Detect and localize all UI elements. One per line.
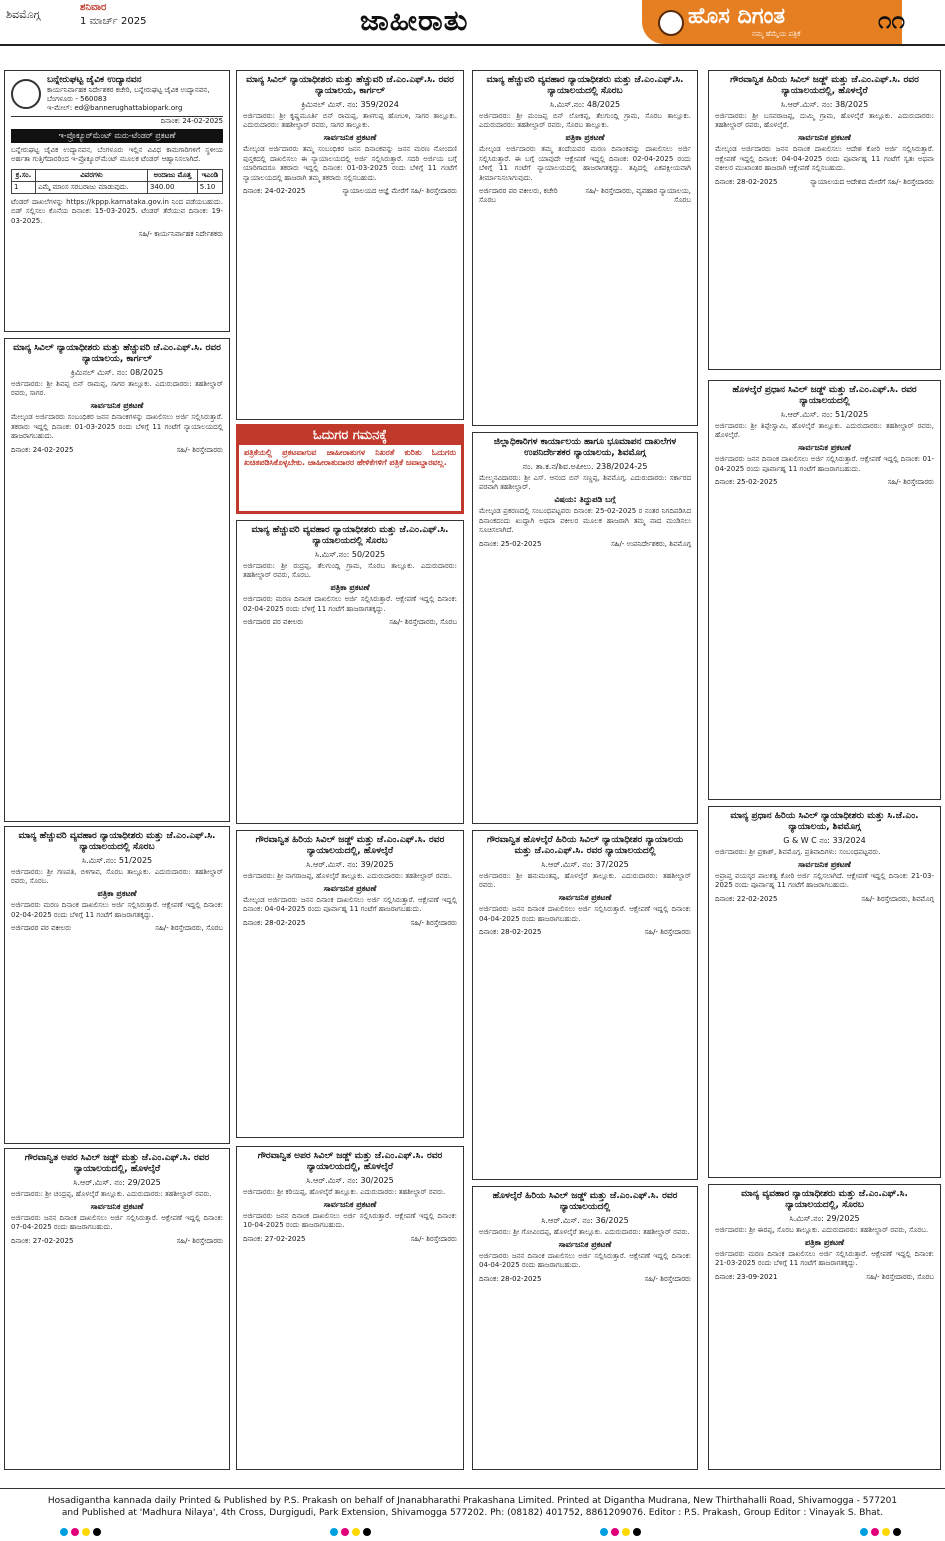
parties-text: ಅರ್ಜಿದಾರರು: ಶ್ರೀ ಶಿವಪ್ಪ ಬಿನ್ ರಾಮಪ್ಪ, ಸಾಗರ ತಾಲ್ಲೂಕು. ಎದುರುದಾರರು: ತಹಶೀಲ್ದಾರ್ ರವರು, ಸಾಗರ.: [11, 379, 223, 397]
ad-signatory: ಸಹಿ/- ಶಿರಸ್ತೇದಾರರು: [644, 1274, 691, 1283]
brand-name: ಹೊಸ ದಿಗಂತ: [688, 4, 786, 29]
parties-text: ಅರ್ಜಿದಾರರು: ಶ್ರೀ ಕರಿಯಪ್ಪ, ಹೊಳಲ್ಕೆರೆ ತಾಲ್ಲೂಕು. ಎದುರುದಾರರು: ತಹಶೀಲ್ದಾರ್ ರವರು.: [243, 1187, 446, 1196]
ad-signature: [11, 446, 223, 455]
ad-signatory: ಸಹಿ/- ಶಿರಸ್ತೇದಾರರು: [176, 1236, 223, 1245]
notice-text: ಅರ್ಜಿದಾರರು ಜನನ ದಿನಾಂಕ ದಾಖಲಿಸಲು ಅರ್ಜಿ ಸಲ್ಲಿಸಿರುತ್ತಾರೆ. ಆಕ್ಷೇಪಣೆ ಇದ್ದಲ್ಲಿ ದಿನಾಂಕ: 04-04-2025 ರಂದು ಹಾಜರಾಗಬಹುದು.: [479, 1251, 691, 1270]
tender-email: ಇ-ಮೇಲ್: ed@bannerughattabiopark.org: [47, 103, 183, 112]
ad-signatory: ಸಹಿ/- ಶಿರಸ್ತೇದಾರರು, ಶಿವಮೊಗ್ಗ: [861, 894, 934, 903]
readers-notice: [236, 424, 464, 514]
case-number: ಕ್ರಿಮಿನಲ್ ಮಿಸ್. ನಂ: 359/2024: [301, 99, 399, 109]
court-notice-ad: [236, 830, 464, 1138]
parties-text: ಅರ್ಜಿದಾರರು: ಶ್ರೀ ಬಸವರಾಜಪ್ಪ, ದುಮ್ಮಿ ಗ್ರಾಮ, ಹೊಳಲ್ಕೆರೆ ತಾಲ್ಲೂಕು. ಎದುರುದಾರರು: ತಹಶೀಲ್ದಾರ್ ರವರು, ಹೊಳಲ್ಕೆರೆ.: [715, 111, 934, 129]
parties-text: ಅರ್ಜಿದಾರರು: ಶ್ರೀ ನಾಗರಾಜಪ್ಪ, ಹೊಳಲ್ಕೆರೆ ತಾಲ್ಲೂಕು. ಎದುರುದಾರರು: ತಹಶೀಲ್ದಾರ್ ರವರು.: [243, 871, 452, 880]
ad-signatory: ಸಹಿ/- ಶಿರಸ್ತೇದಾರರು, ಸೊರಬ: [866, 1272, 934, 1281]
ad-date: ದಿನಾಂಕ: 25-02-2025: [715, 478, 778, 487]
notice-text: ಮೇಲ್ಕಂಡ ಅರ್ಜಿದಾರರು ಜನನ ದಿನಾಂಕ ದಾಖಲಿಸಲು ಆದೇಶ ಕೋರಿ ಅರ್ಜಿ ಸಲ್ಲಿಸಿರುತ್ತಾರೆ. ಆಕ್ಷೇಪಣೆ ಇದ್ದಲ್ಲಿ ದಿನಾಂಕ: 04-04-2025 ರಂದು ಪೂರ್ವಾಹ್ನ 11 ಗಂಟೆಗೆ ಸ್ವತಃ ಅಥವಾ ವಕೀಲರ ಮುಖಾಂತರ ಹಾಜರಾಗಿ ಆಕ್ಷೇಪಣೆ ಸಲ್ಲಿಸಬಹುದು.: [715, 145, 934, 173]
court-notice-ad: [236, 70, 464, 420]
parties-text: ಅರ್ಜಿದಾರರು: ಶ್ರೀ ಗೋವಿಂದಪ್ಪ, ಹೊಳಲ್ಕೆರೆ ತಾಲ್ಲೂಕು. ಎದುರುದಾರರು: ತಹಶೀಲ್ದಾರ್ ರವರು.: [479, 1227, 690, 1236]
notice-text: ಅರ್ಜಿದಾರರು ಮರಣ ದಿನಾಂಕ ದಾಖಲಿಸಲು ಅರ್ಜಿ ಸಲ್ಲಿಸಿರುತ್ತಾರೆ. ಆಕ್ಷೇಪಣೆ ಇದ್ದಲ್ಲಿ ದಿನಾಂಕ: 02-04-2025 ರಂದು ಬೆಳಿಗ್ಗೆ 11 ಗಂಟೆಗೆ ಹಾಜರಾಗತಕ್ಕದ್ದು.: [11, 901, 223, 919]
ad-signature: [11, 924, 223, 933]
ad-signature: [243, 618, 457, 627]
court-name: ಮಾನ್ಯ ಹೆಚ್ಚುವರಿ ವ್ಯವಹಾರ ನ್ಯಾಯಾಧೀಶರು ಮತ್ತು ಜೆ.ಎಂ.ಎಫ್.ಸಿ. ನ್ಯಾಯಾಲಯದಲ್ಲಿ ಸೊರಬ: [486, 75, 684, 97]
case-number: ನಂ. ತಾ.ಕ.ನ/ಶಿವ.ಅಪೀಲು. 238/2024-25: [522, 461, 648, 471]
court-notice-ad: [236, 1146, 464, 1470]
court-notice-ad: [472, 70, 698, 426]
parties-text: ಮೇಲ್ಮನವಿದಾರರು: ಶ್ರೀ ಎಸ್. ಆನಂದ ಬಿನ್ ಸಣ್ಣಪ್ಪ, ಶಿವಮೊಗ್ಗ. ಎದುರುದಾರರು: ಸರ್ಕಾರದ ಪರವಾಗಿ ತಹಶೀಲ್ದಾರ್.: [479, 473, 691, 491]
ad-date: ದಿನಾಂಕ: 28-02-2025: [479, 928, 542, 937]
table-header: ಇಎಂಡಿ: [197, 169, 222, 181]
court-notice-ad: [472, 1186, 698, 1470]
ad-signatory: ಸಹಿ/- ಶಿರಸ್ತೇದಾರರು: [410, 1234, 457, 1243]
ad-signature: [479, 1275, 691, 1284]
court-name: ಗೌರವಾನ್ವಿತ ಹಿರಿಯ ಸಿವಿಲ್ ಜಡ್ಜ್ ಮತ್ತು ಜೆ.ಎಂ.ಎಫ್.ಸಿ. ರವರ ನ್ಯಾಯಾಲಯದಲ್ಲಿ, ಹೊಳಲ್ಕೆರೆ: [255, 835, 445, 857]
notice-text: ಅರ್ಜಿದಾರರು ಜನನ ದಿನಾಂಕ ದಾಖಲಿಸಲು ಅರ್ಜಿ ಸಲ್ಲಿಸಿರುತ್ತಾರೆ. ಆಕ್ಷೇಪಣೆ ಇದ್ದಲ್ಲಿ ದಿನಾಂಕ: 01-04-2025 ರಂದು ಪೂರ್ವಾಹ್ನ 11 ಗಂಟೆಗೆ ಹಾಜರಾಗಬಹುದು.: [715, 455, 934, 473]
notice-heading: ಸಾರ್ವಜನಿಕ ಪ್ರಕಟಣೆ: [323, 883, 377, 893]
ad-date: ದಿನಾಂಕ: 28-02-2025: [243, 918, 306, 927]
tender-sign: ಸಹಿ/- ಕಾರ್ಯನಿರ್ವಾಹಕ ನಿರ್ದೇಶಕರು: [138, 229, 223, 238]
ad-date: ದಿನಾಂಕ: 22-02-2025: [715, 894, 778, 903]
imprint-line-2: and Published at 'Madhura Nilaya', 4th Cross, Durgigudi, Park Extension, Shivamogga 577202. Ph: (08182) 401752, 8861209076. Editor : P.S. Prakash, Group Editor : Vinayak S. Bhat.: [61, 1508, 884, 1519]
parties-text: ಅರ್ಜಿದಾರರು: ಶ್ರೀ ಮಂಜಪ್ಪ ಬಿನ್ ಲೋಕಪ್ಪ, ತೆಲಗುಂದ್ಲಿ ಗ್ರಾಮ, ಸೊರಬ ತಾಲ್ಲೂಕು. ಎದುರುದಾರರು: ತಹಶೀಲ್ದಾರ್ ರವರು, ಸೊರಬ ತಾಲ್ಲೂಕು.: [479, 111, 691, 129]
parties-text: ಅರ್ಜಿದಾರರು: ಶ್ರೀ ಕೃಷ್ಣಮೂರ್ತಿ ಬಿನ್ ರಾಮಪ್ಪ, ತಾಳಗುಪ್ಪ ಹೋಬಳಿ, ಸಾಗರ ತಾಲ್ಲೂಕು. ಎದುರುದಾರರು: ತಹಶೀಲ್ದಾರ್ ರವರು, ಸಾಗರ ತಾಲ್ಲೂಕು.: [243, 111, 457, 129]
notice-body: ಪತ್ರಿಕೆಯಲ್ಲಿ ಪ್ರಕಟವಾಗುವ ಜಾಹೀರಾತುಗಳ ನಿಖರತೆ ಕುರಿತು ಓದುಗರು ಖಚಿತಪಡಿಸಿಕೊಳ್ಳಬೇಕು. ಜಾಹೀರಾತುದಾರರ ಹೇಳಿಕೆಗಳಿಗೆ ಪತ್ರಿಕೆ ಜವಾಬ್ದಾರವಲ್ಲ.: [244, 448, 456, 468]
tender-table: [11, 169, 223, 194]
notice-heading: ಸಾರ್ವಜನಿಕ ಪ್ರಕಟಣೆ: [90, 401, 144, 411]
case-number: ಸಿ.ಆರ್.ಮಿಸ್. ನಂ: 39/2025: [306, 859, 394, 869]
notice-title: ಓದುಗರ ಗಮನಕ್ಕೆ: [239, 427, 461, 445]
tender-signature: [11, 230, 223, 239]
notice-heading: ಪತ್ರಿಕಾ ಪ್ರಕಟಣೆ: [330, 583, 370, 593]
case-number: G & W C ನಂ: 33/2024: [783, 835, 866, 845]
tender-ref: ದಿನಾಂಕ: 24-02-2025: [160, 116, 223, 125]
ad-date: ದಿನಾಂಕ: 23-09-2021: [715, 1272, 778, 1281]
court-notice-ad: [236, 520, 464, 824]
ad-date: ದಿನಾಂಕ: 27-02-2025: [243, 1234, 306, 1243]
ad-date: ಅರ್ಜಿದಾರರ ಪರ ವಕೀಲರು, ಕಚೇರಿ ಸೊರಬ: [479, 187, 558, 205]
court-notice-ad: [708, 1184, 941, 1470]
ad-signature: [479, 187, 691, 205]
brand-logo-icon: [658, 10, 684, 36]
registration-marks: [60, 1528, 102, 1536]
ad-signatory: ನ್ಯಾಯಾಲಯದ ಆಜ್ಞೆ ಮೇರೆಗೆ ಸಹಿ/- ಶಿರಸ್ತೇದಾರರು: [342, 187, 457, 196]
parties-text: ಅರ್ಜಿದಾರರು: ಶ್ರೀ ತಿಪ್ಪೇಸ್ವಾಮಿ, ಹೊಳಲ್ಕೆರೆ ತಾಲ್ಲೂಕು. ಎದುರುದಾರರು: ತಹಶೀಲ್ದಾರ್ ರವರು, ಹೊಳಲ್ಕೆರೆ.: [715, 421, 934, 439]
parties-text: ಅರ್ಜಿದಾರರು: ಶ್ರೀ ಚಂದ್ರಪ್ಪ, ಹೊಳಲ್ಕೆರೆ ತಾಲ್ಲೂಕು. ಎದುರುದಾರರು: ತಹಶೀಲ್ದಾರ್ ರವರು.: [11, 1189, 212, 1198]
parties-text: ಅರ್ಜಿದಾರರು: ಶ್ರೀ ಈರಪ್ಪ, ಸೊರಬ ತಾಲ್ಲೂಕು. ಎದುರುದಾರರು: ತಹಶೀಲ್ದಾರ್ ರವರು, ಸೊರಬ.: [715, 1225, 929, 1234]
table-header: ವಿವರಗಳು: [36, 169, 148, 181]
notice-heading: ಸಾರ್ವಜನಿಕ ಪ್ರಕಟಣೆ: [798, 859, 851, 869]
imprint-text: [0, 1495, 945, 1519]
table-header: ಕ್ರ.ಸಂ.: [12, 169, 36, 181]
notice-heading: ಸಾರ್ವಜನಿಕ ಪ್ರಕಟಣೆ: [798, 443, 851, 453]
edition-city: ಶಿವಮೊಗ್ಗ: [6, 8, 41, 21]
notice-text: ಅಪ್ರಾಪ್ತ ವಯಸ್ಕರ ಪಾಲಕತ್ವ ಕೋರಿ ಅರ್ಜಿ ಸಲ್ಲಿಸಲಾಗಿದೆ. ಆಕ್ಷೇಪಣೆ ಇದ್ದಲ್ಲಿ ದಿನಾಂಕ: 21-03-2025 ರಂದು ಪೂರ್ವಾಹ್ನ 11 ಗಂಟೆಗೆ ಹಾಜರಾಗಬಹುದು.: [715, 871, 934, 890]
court-notice-ad: [4, 338, 230, 822]
notice-text: ಅರ್ಜಿದಾರರು ಜನನ ದಿನಾಂಕ ದಾಖಲಿಸಲು ಅರ್ಜಿ ಸಲ್ಲಿಸಿರುತ್ತಾರೆ. ಆಕ್ಷೇಪಣೆ ಇದ್ದಲ್ಲಿ ದಿನಾಂಕ: 04-04-2025 ರಂದು ಹಾಜರಾಗಬಹುದು.: [479, 905, 691, 923]
notice-heading: ಪತ್ರಿಕಾ ಪ್ರಕಟಣೆ: [804, 1237, 845, 1247]
ad-signature: [479, 928, 691, 937]
table-cell: ಎಮ್ಮೆ ಮಾಂಸ ಸರಬರಾಜು ಮಾಡುವುದು.: [36, 181, 148, 193]
notice-text: ಅರ್ಜಿದಾರರು ಮರಣ ದಿನಾಂಕ ದಾಖಲಿಸಲು ಅರ್ಜಿ ಸಲ್ಲಿಸಿರುತ್ತಾರೆ. ಆಕ್ಷೇಪಣೆ ಇದ್ದಲ್ಲಿ ದಿನಾಂಕ: 02-04-2025 ರಂದು ಬೆಳಿಗ್ಗೆ 11 ಗಂಟೆಗೆ ಹಾಜರಾಗತಕ್ಕದ್ದು.: [243, 595, 457, 613]
notice-heading: ಸಾರ್ವಜನಿಕ ಪ್ರಕಟಣೆ: [323, 133, 377, 143]
notice-heading: ವಿಷಯ: ತಿದ್ದುಪಡಿ ಬಗ್ಗೆ: [554, 495, 616, 505]
tender-note: ಟೆಂಡರ್ ದಾಖಲೆಗಳನ್ನು https://kppp.karnataka.gov.in ನಿಂದ ಪಡೆಯಬಹುದು. ಬಿಡ್ ಸಲ್ಲಿಸಲು ಕೊನೆಯ ದಿನಾಂಕ: 15-03-2025. ಟೆಂಡರ್ ತೆರೆಯುವ ದಿನಾಂಕ: 19-03-2025.: [11, 197, 223, 225]
ad-signatory: ಸಹಿ/- ಶಿರಸ್ತೇದಾರರು, ಸೊರಬ: [155, 924, 223, 933]
court-notice-ad: [472, 830, 698, 1180]
case-number: ಸಿ.ಮಿಸ್.ನಂ: 50/2025: [314, 549, 386, 559]
ad-date: ದಿನಾಂಕ: 27-02-2025: [11, 1236, 74, 1245]
notice-heading: ಸಾರ್ವಜನಿಕ ಪ್ರಕಟಣೆ: [798, 133, 851, 143]
court-notice-ad: [708, 806, 941, 1178]
court-notice-ad: [4, 826, 230, 1144]
notice-heading: ಸಾರ್ವಜನಿಕ ಪ್ರಕಟಣೆ: [323, 1199, 377, 1209]
notice-text: ಮೇಲ್ಕಂಡ ಅರ್ಜಿದಾರರು ತಮ್ಮ ಸಂಬಂಧಿಕರ ಜನನ ದಿನಾಂಕವನ್ನು ಜನನ ಮರಣ ನೋಂದಣಿ ಪುಸ್ತಕದಲ್ಲಿ ದಾಖಲಿಸಲು ಈ ನ್ಯಾಯಾಲಯದಲ್ಲಿ ಅರ್ಜಿ ಸಲ್ಲಿಸಿರುತ್ತಾರೆ. ಸದರಿ ಅರ್ಜಿಯ ಬಗ್ಗೆ ಯಾರಿಗಾದರೂ ತಕರಾರು ಇದ್ದಲ್ಲಿ ದಿನಾಂಕ: 01-03-2025 ರಂದು ಬೆಳಿಗ್ಗೆ 11 ಗಂಟೆಗೆ ನ್ಯಾಯಾಲಯದಲ್ಲಿ ಹಾಜರಾಗಿ ತಮ್ಮ ತಕರಾರು ಸಲ್ಲಿಸಬಹುದು.: [243, 145, 457, 182]
notice-text: ಅರ್ಜಿದಾರರು ಜನನ ದಿನಾಂಕ ದಾಖಲಿಸಲು ಅರ್ಜಿ ಸಲ್ಲಿಸಿರುತ್ತಾರೆ. ಆಕ್ಷೇಪಣೆ ಇದ್ದಲ್ಲಿ ದಿನಾಂಕ: 10-04-2025 ರಂದು ಹಾಜರಾಗಬಹುದು.: [243, 1211, 457, 1230]
ad-date: ಅರ್ಜಿದಾರರ ಪರ ವಕೀಲರು: [11, 924, 72, 933]
notice-text: ಮೇಲ್ಕಂಡ ಅರ್ಜಿದಾರರು ತಮ್ಮ ತಂದೆಯವರ ಮರಣ ದಿನಾಂಕವನ್ನು ದಾಖಲಿಸಲು ಅರ್ಜಿ ಸಲ್ಲಿಸಿರುತ್ತಾರೆ. ಈ ಬಗ್ಗೆ ಯಾವುದೇ ಆಕ್ಷೇಪಣೆ ಇದ್ದಲ್ಲಿ ದಿನಾಂಕ: 02-04-2025 ರಂದು ಬೆಳಿಗ್ಗೆ 11 ಗಂಟೆಗೆ ನ್ಯಾಯಾಲಯದಲ್ಲಿ ಹಾಜರಾಗತಕ್ಕದ್ದು. ತಪ್ಪಿದಲ್ಲಿ ಏಕಪಕ್ಷೀಯವಾಗಿ ತೀರ್ಮಾನಿಸಲಾಗುವುದು.: [479, 145, 691, 182]
page-number: ೧೧: [878, 6, 905, 34]
court-name: ಗೌರವಾನ್ವಿತ ಅಪರ ಸಿವಿಲ್ ಜಡ್ಜ್ ಮತ್ತು ಜೆ.ಎಂ.ಎಫ್.ಸಿ. ರವರ ನ್ಯಾಯಾಲಯದಲ್ಲಿ, ಹೊಳಲ್ಕೆರೆ: [257, 1151, 443, 1173]
court-notice-ad: [708, 380, 941, 800]
notice-heading: ಸಾರ್ವಜನಿಕ ಪ್ರಕಟಣೆ: [558, 893, 612, 903]
case-number: ಸಿ.ಆರ್.ಮಿಸ್. ನಂ: 36/2025: [541, 1215, 629, 1225]
ad-signatory: ಸಹಿ/- ಶಿರಸ್ತೇದಾರರು, ವ್ಯವಹಾರ ನ್ಯಾಯಾಲಯ, ಸೊರಬ: [585, 187, 691, 205]
notice-text: ಮೇಲ್ಕಂಡ ಅರ್ಜಿದಾರರು ಸಂಬಂಧಿಕರ ಜನನ ದಿನಾಂಕಗಳನ್ನು ದಾಖಲಿಸಲು ಅರ್ಜಿ ಸಲ್ಲಿಸಿರುತ್ತಾರೆ. ತಕರಾರು ಇದ್ದಲ್ಲಿ ದಿನಾಂಕ: 01-03-2025 ರಂದು ಬೆಳಿಗ್ಗೆ 11 ಗಂಟೆಗೆ ನ್ಯಾಯಾಲಯದಲ್ಲಿ ಹಾಜರಾಗಬಹುದು.: [11, 413, 223, 441]
tender-title: ಬನ್ನೇರುಘಟ್ಟ ಜೈವಿಕ ಉದ್ಯಾನವನ: [47, 75, 142, 85]
ad-signature: [715, 895, 934, 904]
imprint-line-1: Hosadigantha kannada daily Printed & Published by P.S. Prakash on behalf of Jnanabharathi Prakashana Limited. Printed at Digantha Mudrana, New Thirthahalli Road, Shivamogga - 577201: [47, 1496, 898, 1506]
registration-marks: [330, 1528, 372, 1536]
case-number: ಸಿ.ಆರ್.ಮಿಸ್. ನಂ: 30/2025: [306, 1175, 394, 1185]
ad-date: ದಿನಾಂಕ: 25-02-2025: [479, 539, 542, 548]
court-name: ಗೌರವಾನ್ವಿತ ಅಪರ ಸಿವಿಲ್ ಜಡ್ಜ್ ಮತ್ತು ಜೆ.ಎಂ.ಎಫ್.ಸಿ. ರವರ ನ್ಯಾಯಾಲಯದಲ್ಲಿ, ಹೊಳಲ್ಕೆರೆ: [24, 1153, 210, 1175]
court-name: ಮಾನ್ಯ ಹೆಚ್ಚುವರಿ ವ್ಯವಹಾರ ನ್ಯಾಯಾಧೀಶರು ಮತ್ತು ಜೆ.ಎಂ.ಎಫ್.ಸಿ. ನ್ಯಾಯಾಲಯದಲ್ಲಿ ಸೊರಬ: [251, 525, 449, 547]
brand-tagline: ನಮ್ಮ ಹೆಮ್ಮೆಯ ಪತ್ರಿಕೆ: [752, 30, 801, 38]
ad-signatory: ನ್ಯಾಯಾಲಯದ ಆದೇಶದ ಮೇರೆಗೆ ಸಹಿ/- ಶಿರಸ್ತೇದಾರರು: [810, 177, 934, 186]
ad-signatory: ಸಹಿ/- ಶಿರಸ್ತೇದಾರರು: [410, 918, 457, 927]
court-name: ಮಾನ್ಯ ಪ್ರಧಾನ ಹಿರಿಯ ಸಿವಿಲ್ ನ್ಯಾಯಾಧೀಶರು ಮತ್ತು ಸಿ.ಜೆ.ಎಂ. ನ್ಯಾಯಾಲಯ, ಶಿವಮೊಗ್ಗ: [730, 811, 919, 833]
court-notice-ad: [472, 432, 698, 824]
parties-text: ಅರ್ಜಿದಾರರು: ಶ್ರೀ ಹನುಮಂತಪ್ಪ, ಹೊಳಲ್ಕೆರೆ ತಾಲ್ಲೂಕು. ಎದುರುದಾರರು: ತಹಶೀಲ್ದಾರ್ ರವರು.: [479, 871, 691, 889]
case-number: ಸಿ.ಆರ್.ಮಿಸ್. ನಂ: 51/2025: [780, 409, 869, 419]
ad-date: ದಿನಾಂಕ: 24-02-2025: [243, 187, 306, 196]
edition-day: ಶನಿವಾರ: [80, 2, 107, 13]
page-header: [0, 0, 945, 46]
ad-date: ಅರ್ಜಿದಾರರ ಪರ ವಕೀಲರು: [243, 618, 304, 627]
ad-date: ದಿನಾಂಕ: 28-02-2025: [479, 1274, 542, 1283]
notice-text: ಮೇಲ್ಕಂಡ ಪ್ರಕರಣದಲ್ಲಿ ಸಂಬಂಧಪಟ್ಟವರು ದಿನಾಂಕ: 25-02-2025 ರ ನಂತರ ನಿಗದಿಪಡಿಸಿದ ದಿನಾಂಕದಂದು ಖುದ್ದಾಗಿ ಅಥವಾ ವಕೀಲರ ಮೂಲಕ ಹಾಜರಾಗಿ ತಮ್ಮ ವಾದ ಮಂಡಿಸಲು ಸೂಚಿಸಲಾಗಿದೆ.: [479, 507, 691, 535]
court-name: ಮಾನ್ಯ ಹೆಚ್ಚುವರಿ ವ್ಯವಹಾರ ನ್ಯಾಯಾಧೀಶರು ಮತ್ತು ಜೆ.ಎಂ.ಎಫ್.ಸಿ. ನ್ಯಾಯಾಲಯದಲ್ಲಿ ಸೊರಬ: [18, 831, 216, 853]
notice-heading: ಪತ್ರಿಕಾ ಪ್ರಕಟಣೆ: [565, 133, 605, 143]
court-name: ಗೌರವಾನ್ವಿತ ಹೊಳಲ್ಕೆರೆ ಹಿರಿಯ ಸಿವಿಲ್ ನ್ಯಾಯಾಧೀಶರ ನ್ಯಾಯಾಲಯ ಮತ್ತು ಜೆ.ಎಂ.ಎಫ್.ಸಿ. ರವರ ನ್ಯಾಯಾಲಯದಲ್ಲಿ: [486, 835, 684, 857]
edition-date: 1 ಮಾರ್ಚ್ 2025: [80, 16, 147, 27]
registration-marks: [860, 1528, 902, 1536]
tender-subtitle: ಕಾರ್ಯನಿರ್ವಾಹಕ ನಿರ್ದೇಶಕರ ಕಚೇರಿ, ಬನ್ನೇರುಘಟ್ಟ ಜೈವಿಕ ಉದ್ಯಾನವನ, ಬೆಂಗಳೂರು - 560083: [47, 85, 210, 103]
ad-signatory: ಸಹಿ/- ಶಿರಸ್ತೇದಾರರು: [887, 478, 934, 487]
table-cell: 5.10: [197, 181, 222, 193]
notice-heading: ಪತ್ರಿಕಾ ಪ್ರಕಟಣೆ: [97, 889, 137, 899]
masthead: [642, 0, 902, 44]
case-number: ಸಿ.ಮಿಸ್.ನಂ: 29/2025: [789, 1213, 860, 1223]
tender-header: [11, 75, 223, 117]
ad-date: ದಿನಾಂಕ: 24-02-2025: [11, 445, 74, 454]
case-number: ಸಿ.ಆರ್.ಮಿಸ್. ನಂ: 38/2025: [780, 99, 869, 109]
table-row: [12, 181, 223, 193]
court-name: ಗೌರವಾನ್ವಿತ ಹಿರಿಯ ಸಿವಿಲ್ ಜಡ್ಜ್ ಮತ್ತು ಜೆ.ಎಂ.ಎಫ್.ಸಿ. ರವರ ನ್ಯಾಯಾಲಯದಲ್ಲಿ, ಹೊಳಲ್ಕೆರೆ: [730, 75, 919, 97]
ad-date: ದಿನಾಂಕ: 28-02-2025: [715, 177, 778, 186]
government-seal-icon: [11, 79, 41, 109]
ad-signature: [479, 540, 691, 549]
table-header: ಅಂದಾಜು ಮೊತ್ತ: [147, 169, 197, 181]
case-number: ಸಿ.ಆರ್.ಮಿಸ್. ನಂ: 37/2025: [541, 859, 629, 869]
ad-signature: [715, 178, 934, 187]
court-name: ಮಾನ್ಯ ಸಿವಿಲ್ ನ್ಯಾಯಾಧೀಶರು ಮತ್ತು ಹೆಚ್ಚುವರಿ ಜೆ.ಎಂ.ಎಫ್.ಸಿ. ರವರ ನ್ಯಾಯಾಲಯ, ಕಾರ್ಗಲ್: [246, 75, 454, 97]
ad-signatory: ಸಹಿ/- ಶಿರಸ್ತೇದಾರರು, ಸೊರಬ: [389, 618, 457, 627]
case-number: ಸಿ.ಆರ್.ಮಿಸ್. ನಂ: 29/2025: [73, 1177, 161, 1187]
table-cell: 1: [12, 181, 36, 193]
tender-banner: ಇ-ಪ್ರೊಕ್ಯೂರ್‌ಮೆಂಟ್ ಮರು-ಟೆಂಡರ್ ಪ್ರಕಟಣೆ: [11, 129, 223, 143]
ad-signature: [243, 1235, 457, 1244]
tender-body: ಬನ್ನೇರುಘಟ್ಟ ಜೈವಿಕ ಉದ್ಯಾನವನ, ಬೆಂಗಳೂರು ಇಲ್ಲಿನ ವಿವಿಧ ಕಾಮಗಾರಿಗಳಿಗೆ ಸ್ಥಳೀಯ ಅರ್ಹತಾ ಗುತ್ತಿಗೆದಾರರಿಂದ ಇ-ಪ್ರೊಕ್ಯೂರ್‌ಮೆಂಟ್ ಮೂಲಕ ಟೆಂಡರ್ ಆಹ್ವಾನಿಸಲಾಗಿದೆ.: [11, 145, 223, 164]
court-name: ಜಿಲ್ಲಾಧಿಕಾರಿಗಳ ಕಾರ್ಯಾಲಯ ಹಾಗೂ ಭೂಮಾಪನ ದಾಖಲೆಗಳ ಉಪನಿರ್ದೇಶಕರ ನ್ಯಾಯಾಲಯ, ಶಿವಮೊಗ್ಗ: [493, 437, 677, 459]
notice-text: ಅರ್ಜಿದಾರರು ಮರಣ ದಿನಾಂಕ ದಾಖಲಿಸಲು ಅರ್ಜಿ ಸಲ್ಲಿಸಿರುತ್ತಾರೆ. ಆಕ್ಷೇಪಣೆ ಇದ್ದಲ್ಲಿ ದಿನಾಂಕ: 21-03-2025 ರಂದು ಬೆಳಿಗ್ಗೆ 11 ಗಂಟೆಗೆ ಹಾಜರಾಗತಕ್ಕದ್ದು.: [715, 1249, 934, 1268]
case-number: ಸಿ.ಮಿಸ್.ನಂ: 48/2025: [549, 99, 621, 109]
notice-text: ಮೇಲ್ಕಂಡ ಅರ್ಜಿದಾರರು ಜನನ ದಿನಾಂಕ ದಾಖಲಿಸಲು ಅರ್ಜಿ ಸಲ್ಲಿಸಿರುತ್ತಾರೆ. ಆಕ್ಷೇಪಣೆ ಇದ್ದಲ್ಲಿ ದಿನಾಂಕ: 04-04-2025 ರಂದು ಪೂರ್ವಾಹ್ನ 11 ಗಂಟೆಗೆ ಹಾಜರಾಗಬಹುದು.: [243, 895, 457, 914]
table-cell: 340.00: [147, 181, 197, 193]
ad-signature: [243, 919, 457, 928]
court-name: ಹೊಳಲ್ಕೆರೆ ಪ್ರಧಾನ ಸಿವಿಲ್ ಜಡ್ಜ್ ಮತ್ತು ಜೆ.ಎಂ.ಎಫ್.ಸಿ. ರವರ ನ್ಯಾಯಾಲಯದಲ್ಲಿ: [732, 385, 917, 407]
registration-marks: [600, 1528, 642, 1536]
ad-signature: [715, 1273, 934, 1282]
ad-signature: [243, 187, 457, 196]
parties-text: ಅರ್ಜಿದಾರರು: ಶ್ರೀ ರುದ್ರಪ್ಪ, ತೆಲಗುಂದ್ಲಿ ಗ್ರಾಮ, ಸೊರಬ ತಾಲ್ಲೂಕು. ಎದುರುದಾರರು: ತಹಶೀಲ್ದಾರ್ ರವರು, ಸೊರಬ.: [243, 561, 457, 579]
ad-signature: [11, 1237, 223, 1246]
imprint-footer: [0, 1488, 945, 1541]
court-notice-ad: [708, 70, 941, 370]
notice-heading: ಸಾರ್ವಜನಿಕ ಪ್ರಕಟಣೆ: [90, 1201, 144, 1211]
section-title: ಜಾಹೀರಾತು: [360, 4, 469, 37]
parties-text: ಅರ್ಜಿದಾರರು: ಶ್ರೀ ಪ್ರಕಾಶ್, ಶಿವಮೊಗ್ಗ. ಪ್ರತಿವಾದಿಗಳು: ಸಂಬಂಧಪಟ್ಟವರು.: [715, 847, 881, 856]
ad-signatory: ಸಹಿ/- ಶಿರಸ್ತೇದಾರರು: [176, 445, 223, 454]
case-number: ಕ್ರಿಮಿನಲ್ ಮಿಸ್. ನಂ: 08/2025: [70, 367, 164, 377]
notice-heading: ಸಾರ್ವಜನಿಕ ಪ್ರಕಟಣೆ: [558, 1239, 612, 1249]
ad-signature: [715, 478, 934, 487]
ad-signatory: ಸಹಿ/- ಶಿರಸ್ತೇದಾರರು: [644, 928, 691, 937]
tender-ad: [4, 70, 230, 332]
notice-text: ಅರ್ಜಿದಾರರು ಜನನ ದಿನಾಂಕ ದಾಖಲಿಸಲು ಅರ್ಜಿ ಸಲ್ಲಿಸಿರುತ್ತಾರೆ. ಆಕ್ಷೇಪಣೆ ಇದ್ದಲ್ಲಿ ದಿನಾಂಕ: 07-04-2025 ರಂದು ಹಾಜರಾಗಬಹುದು.: [11, 1213, 223, 1232]
court-name: ಹೊಳಲ್ಕೆರೆ ಹಿರಿಯ ಸಿವಿಲ್ ಜಡ್ಜ್ ಮತ್ತು ಜೆ.ಎಂ.ಎಫ್.ಸಿ. ರವರ ನ್ಯಾಯಾಲಯದಲ್ಲಿ: [492, 1191, 678, 1213]
court-notice-ad: [4, 1148, 230, 1470]
parties-text: ಅರ್ಜಿದಾರರು: ಶ್ರೀ ಗಣಪತಿ, ಬಿಳಿಗಾವ, ಸೊರಬ ತಾಲ್ಲೂಕು. ಎದುರುದಾರರು: ತಹಶೀಲ್ದಾರ್ ರವರು, ಸೊರಬ.: [11, 867, 223, 885]
court-name: ಮಾನ್ಯ ವ್ಯವಹಾರ ನ್ಯಾಯಾಧೀಶರು ಮತ್ತು ಜೆ.ಎಂ.ಎಫ್.ಸಿ. ನ್ಯಾಯಾಲಯದಲ್ಲಿ, ಸೊರಬ: [741, 1189, 908, 1211]
court-name: ಮಾನ್ಯ ಸಿವಿಲ್ ನ್ಯಾಯಾಧೀಶರು ಮತ್ತು ಹೆಚ್ಚುವರಿ ಜೆ.ಎಂ.ಎಫ್.ಸಿ. ರವರ ನ್ಯಾಯಾಲಯ, ಕಾರ್ಗಲ್: [13, 343, 221, 365]
ad-signatory: ಸಹಿ/- ಉಪನಿರ್ದೇಶಕರು, ಶಿವಮೊಗ್ಗ: [610, 539, 691, 548]
case-number: ಸಿ.ಮಿಸ್.ನಂ: 51/2025: [81, 855, 153, 865]
